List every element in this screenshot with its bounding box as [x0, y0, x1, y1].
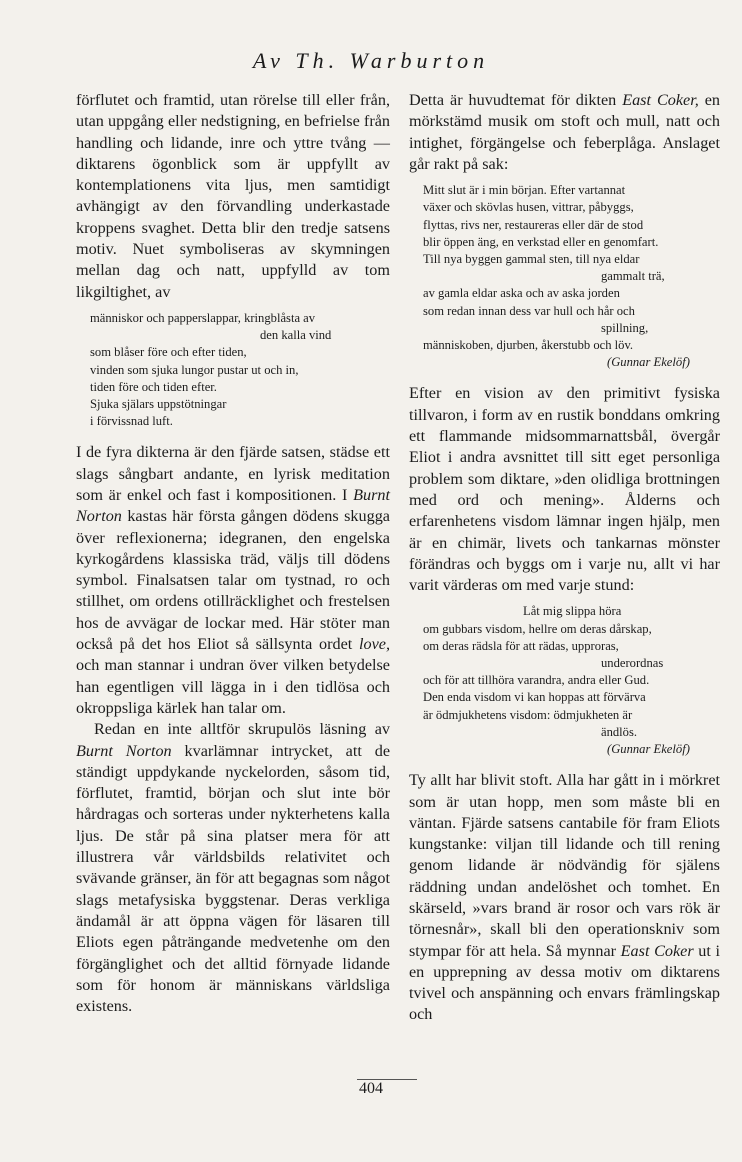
verse-line: av gamla eldar aska och av aska jorden: [423, 286, 620, 301]
verse-line: vinden som sjuka lungor pustar ut och in,: [90, 362, 299, 377]
left-paragraph-3: Redan en inte alltför skrupulös läsning av Burnt Norton kvarlämnar intrycket, att de ständigt uppdykande nyckelorden, såsom tid, förflutet, framtid, början och slut inte bör hårdragas och sorteras under nykterhetens kalla ljus. De står på sina platser mera för att illustrera vår världsbilds relativitet och svävande gränser, än för att begagnas som något slags metafysiska byggstenar. Deras verkliga ändamål är att öppna vägen för läsaren till Eliots egen påträngande medvetenhe om den förgänglighet och det alltid förnyade lidande som för honom är människans världsliga existens.: [76, 720, 391, 1016]
verse-line: gammalt trä,: [601, 269, 665, 284]
verse-line: blir öppen äng, en verkstad eller en genomfart.: [423, 234, 659, 249]
verse-line: människor och papperslappar, kringblåsta av: [90, 310, 316, 325]
verse-line: om deras rädsla för att rädas, upproras,: [423, 638, 619, 653]
left-column: [76, 90, 390, 1017]
title-burnt-norton: Burnt Norton: [76, 485, 390, 526]
verse-line: ändlös.: [601, 724, 638, 739]
verse-line: den kalla vind: [260, 328, 332, 343]
verse-line: flyttas, rivs ner, restaureras eller där de stod: [423, 217, 644, 232]
verse-line: om gubbars visdom, hellre om deras dårskap,: [423, 621, 652, 636]
verse-line: underordnas: [601, 656, 664, 670]
word-love: love,: [358, 635, 390, 654]
poem-excerpt-3: [423, 603, 720, 758]
poem-excerpt-1: [90, 310, 390, 430]
verse-line: Låt mig slippa höra: [523, 604, 622, 619]
verse-line: spillning,: [601, 320, 649, 335]
verse-line: växer och skövlas husen, vittrar, påbyggs,: [423, 200, 634, 215]
title-east-coker: East Coker: [620, 941, 694, 960]
right-paragraph-1: Detta är huvudtemat för dikten East Coker, en mörkstämd musik om stoft och mull, natt och intighet, förgängelse och feberplåga. Anslaget går rakt på sak:: [409, 91, 721, 173]
title-burnt-norton: Burnt Norton: [76, 741, 172, 760]
left-paragraph-1: förflutet och framtid, utan rörelse till eller från, utan uppgång eller nedstigning, en befrielse från handling och lidande, inre och yttre tvång — diktarens ögonblick som är uppfyllt av kontemplationens vita ljus, men samtidigt avhängigt av den förvandling underkastade kroppens svaghet. Detta blir den tredje satsens motiv. Nuet symboliseras av skymningen mellan dag och natt, uppfylld av tom likgiltighet, av: [76, 91, 390, 301]
poem-attribution: (Gunnar Ekelöf): [607, 355, 690, 370]
poem-attribution: (Gunnar Ekelöf): [607, 742, 690, 757]
right-paragraph-3: Ty allt har blivit stoft. Alla har gått in i mörkret som är utan hopp, men som måste bli en väntan. Fjärde satsens cantabile för fram Eliots kungstanke: viljan till lidande och till rening genom lidande är nödvändig för själens räddning undan andelöshet och tomhet. En skärseld, »vars brand är rosor och vars rök är törnesnår», skall bli den operationskniv som stympar för att hela. Så mynnar East Coker ut i en upprepning av dessa motiv om diktarens tvivel och anspänning och envars främlingskap och: [409, 771, 720, 1024]
title-east-coker: East Coker,: [622, 91, 699, 109]
running-head: Av Th. Warburton: [252, 48, 490, 73]
verse-line: i förvissnad luft.: [90, 414, 173, 429]
verse-line: människoben, djurben, åkerstubb och löv.: [423, 338, 634, 353]
poem-excerpt-2: [423, 182, 720, 371]
verse-line: Den enda visdom vi kan hoppas att förvärva: [423, 690, 646, 705]
verse-line: Mitt slut är i min början. Efter vartannat: [423, 183, 626, 198]
page-number: 404: [359, 1080, 383, 1097]
verse-line: Till nya byggen gammal sten, till nya eldar: [423, 252, 640, 266]
right-column: [409, 90, 720, 1026]
verse-line: som blåser före och efter tiden,: [90, 345, 247, 360]
verse-line: är ödmjukhetens visdom: ödmjukheten är: [423, 707, 633, 722]
right-paragraph-2: Efter en vision av den primitivt fysiska tillvaron, i form av en rustik bonddans omkring ett flammande midsommarnattsbål, övergår Eliot i andra avsnittet till sitt eget personliga problem som diktare, »den olidliga brottningen med ord och mening». Ålderns och erfarenhetens visdom lämnar ingen hjälp, men är en chimär, livets och tankarnas mönster förändras och byggs om i varje nu, allt vi har varit värderas om med varje stund:: [409, 384, 720, 595]
verse-line: Sjuka själars uppstötningar: [90, 396, 227, 411]
verse-line: och för att tillhöra varandra, andra eller Gud.: [423, 673, 650, 688]
verse-line: tiden före och tiden efter.: [90, 379, 217, 394]
left-paragraph-2: I de fyra dikterna är den fjärde satsen, städse ett slags sångbart andante, en lyrisk meditation som är enkel och fast i kompositionen. I Burnt Norton kastas här första gången dödens skugga över reflexionerna; idegranen, den engelska kyrkogårdens klassiska träd, väljs till dödens symbol. Finalsatsen talar om tystnad, ro och stillhet, om ordens otillräcklighet och frestelsen hos de avvägar de lockar med. Här stöter man också på det hos Eliot så sällsynta ordet love, och man stannar i undran över vilken betydelse han egentligen vill lägga in i den tidlösa och okroppsliga kärlek han talar om.: [76, 443, 390, 717]
verse-line: som redan innan dess var hull och hår och: [423, 303, 635, 318]
